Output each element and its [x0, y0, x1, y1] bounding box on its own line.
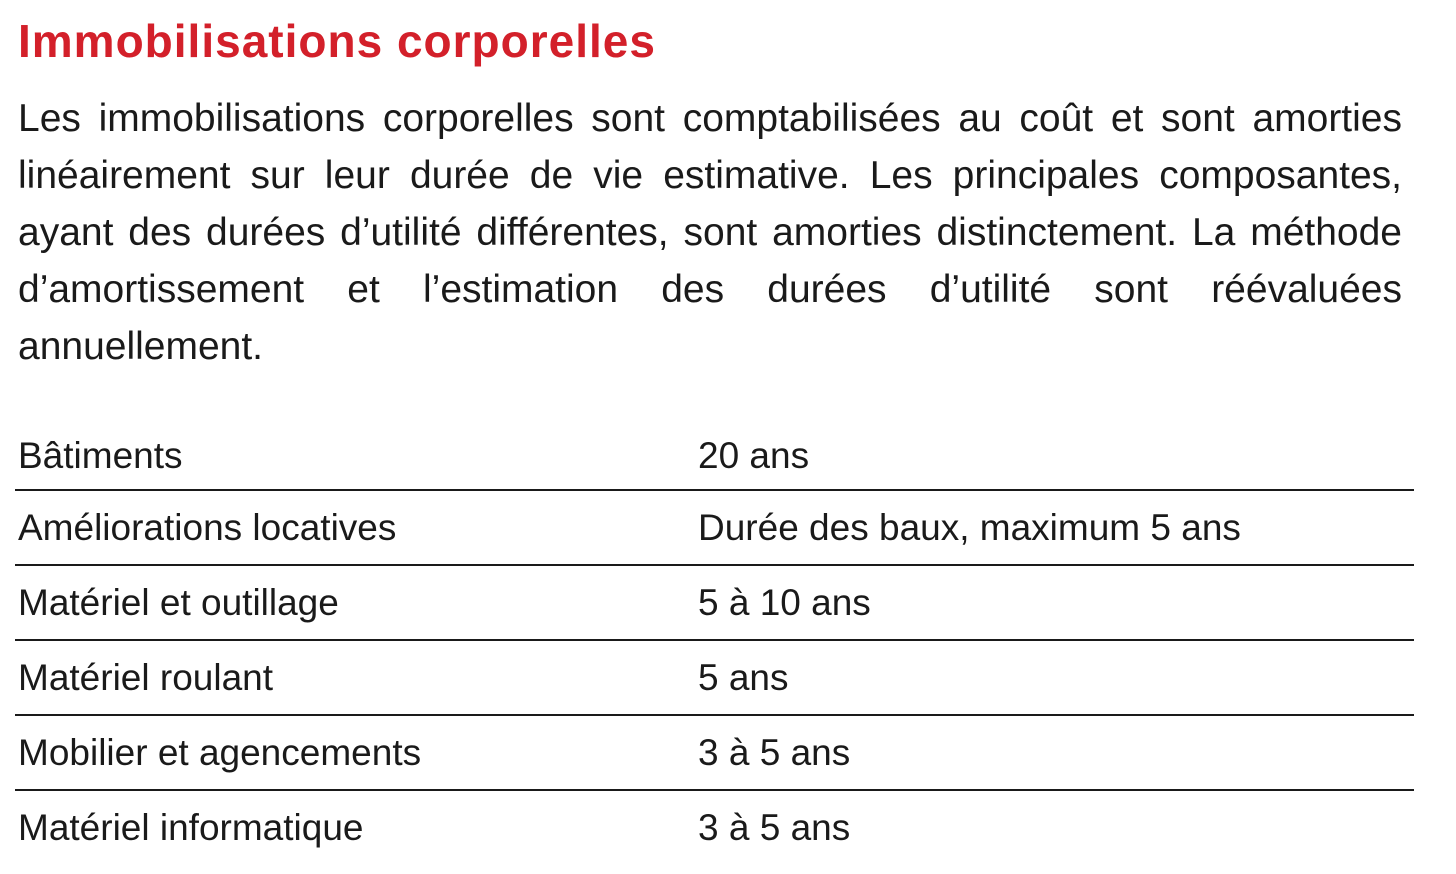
- useful-life: 3 à 5 ans: [695, 790, 1414, 865]
- useful-life: 5 à 10 ans: [695, 565, 1414, 640]
- section-paragraph: Les immobilisations corporelles sont comptabilisées au coût et sont amorties linéairement sur leur durée de vie estimative. Les principales composantes, ayant des durées d’utilité différentes, sont amorties distinctement. La méthode d’amortissement et l’estimation des durées d’utilité sont réévaluées annuellement.: [18, 97, 1402, 368]
- asset-category: Bâtiments: [18, 434, 183, 476]
- section-title: Immobilisations corporelles: [18, 15, 656, 67]
- asset-category: Matériel informatique: [15, 790, 695, 865]
- table-row: [15, 715, 1414, 790]
- table-row: [15, 422, 1414, 490]
- asset-category: Matériel et outillage: [15, 565, 695, 640]
- table-row: [15, 490, 1414, 565]
- asset-category: Mobilier et agencements: [15, 715, 695, 790]
- document-section: [18, 10, 1414, 848]
- depreciation-table: [15, 422, 1414, 865]
- useful-life: 5 ans: [695, 640, 1414, 715]
- table-row: [15, 565, 1414, 640]
- asset-category: Matériel roulant: [15, 640, 695, 715]
- table-row: [15, 790, 1414, 865]
- useful-life: Durée des baux, maximum 5 ans: [695, 490, 1414, 565]
- useful-life: 3 à 5 ans: [695, 715, 1414, 790]
- useful-life: 20 ans: [698, 434, 810, 476]
- table-row: [15, 640, 1414, 715]
- asset-category: Améliorations locatives: [15, 490, 695, 565]
